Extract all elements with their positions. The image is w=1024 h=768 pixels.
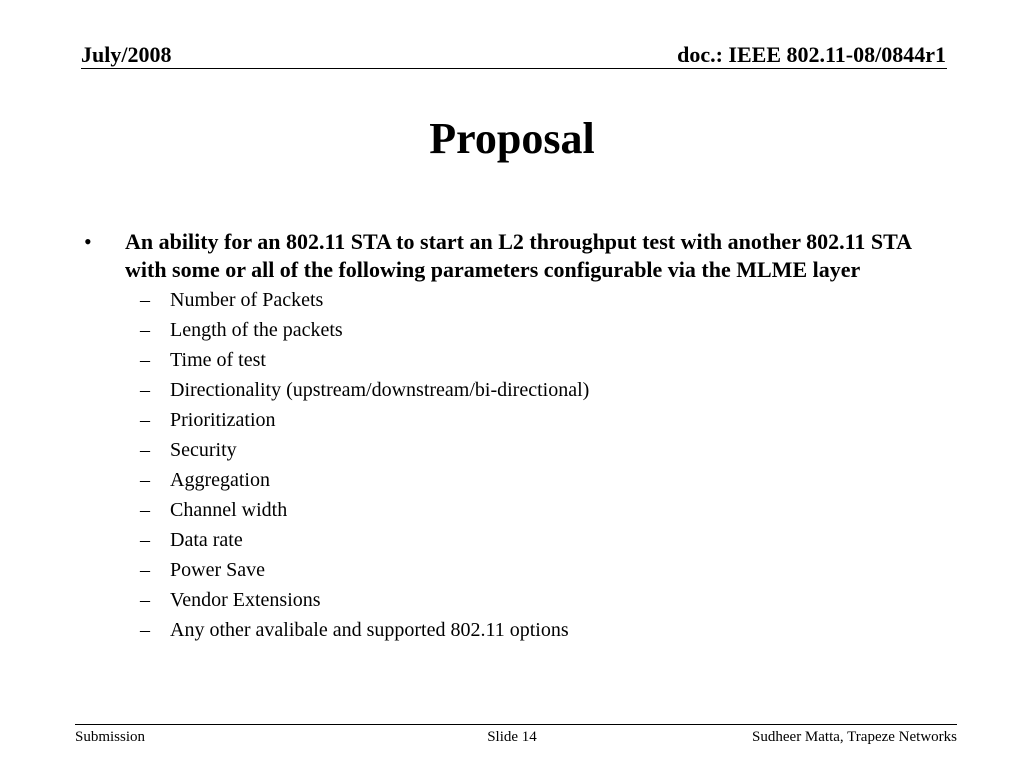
header-date: July/2008 <box>81 42 172 67</box>
dash-icon: – <box>140 379 150 401</box>
dash-icon: – <box>140 529 150 551</box>
footer-slide-number: Slide 14 <box>487 729 537 745</box>
list-item-text: Channel width <box>170 499 288 521</box>
dash-icon: – <box>140 289 150 311</box>
list-item <box>84 495 944 525</box>
dash-icon: – <box>140 349 150 371</box>
main-bullet <box>84 228 944 284</box>
footer-submission: Submission <box>75 729 146 745</box>
dash-icon: – <box>140 439 150 461</box>
list-item <box>84 465 944 495</box>
list-item-text: Power Save <box>170 559 265 581</box>
list-item <box>84 525 944 555</box>
list-item-text: Time of test <box>170 349 266 371</box>
dash-icon: – <box>140 619 150 641</box>
slide-title: Proposal <box>429 114 595 163</box>
dash-icon: – <box>140 319 150 341</box>
list-item <box>84 555 944 585</box>
list-item <box>84 345 944 375</box>
list-item-text: Vendor Extensions <box>170 589 321 611</box>
dash-icon: – <box>140 469 150 491</box>
list-item <box>84 435 944 465</box>
list-item-text: Security <box>170 439 237 461</box>
list-item-text: Data rate <box>170 529 243 551</box>
list-item-text: Any other avalibale and supported 802.11 options <box>170 619 569 641</box>
list-item <box>84 375 944 405</box>
list-item-text: Number of Packets <box>170 289 324 311</box>
main-bullet-text: An ability for an 802.11 STA to start an L2 throughput test with another 802.11 STA with some or all of the following parameters configurable via the MLME layer <box>125 229 911 282</box>
dash-icon: – <box>140 589 150 611</box>
dash-icon: – <box>140 499 150 521</box>
parameter-list <box>84 285 944 645</box>
list-item <box>84 285 944 315</box>
list-item <box>84 615 944 645</box>
header-doc-id: doc.: IEEE 802.11-08/0844r1 <box>677 42 946 67</box>
footer-divider <box>75 724 957 725</box>
slide-content <box>84 228 944 645</box>
list-item-text: Aggregation <box>170 469 270 491</box>
list-item-text: Length of the packets <box>170 319 343 341</box>
list-item <box>84 585 944 615</box>
dash-icon: – <box>140 409 150 431</box>
bullet-icon: • <box>84 229 92 254</box>
list-item <box>84 315 944 345</box>
dash-icon: – <box>140 559 150 581</box>
footer-author: Sudheer Matta, Trapeze Networks <box>752 729 957 745</box>
list-item-text: Prioritization <box>170 409 276 431</box>
header-divider <box>81 68 947 69</box>
list-item-text: Directionality (upstream/downstream/bi-directional) <box>170 379 590 401</box>
list-item <box>84 405 944 435</box>
